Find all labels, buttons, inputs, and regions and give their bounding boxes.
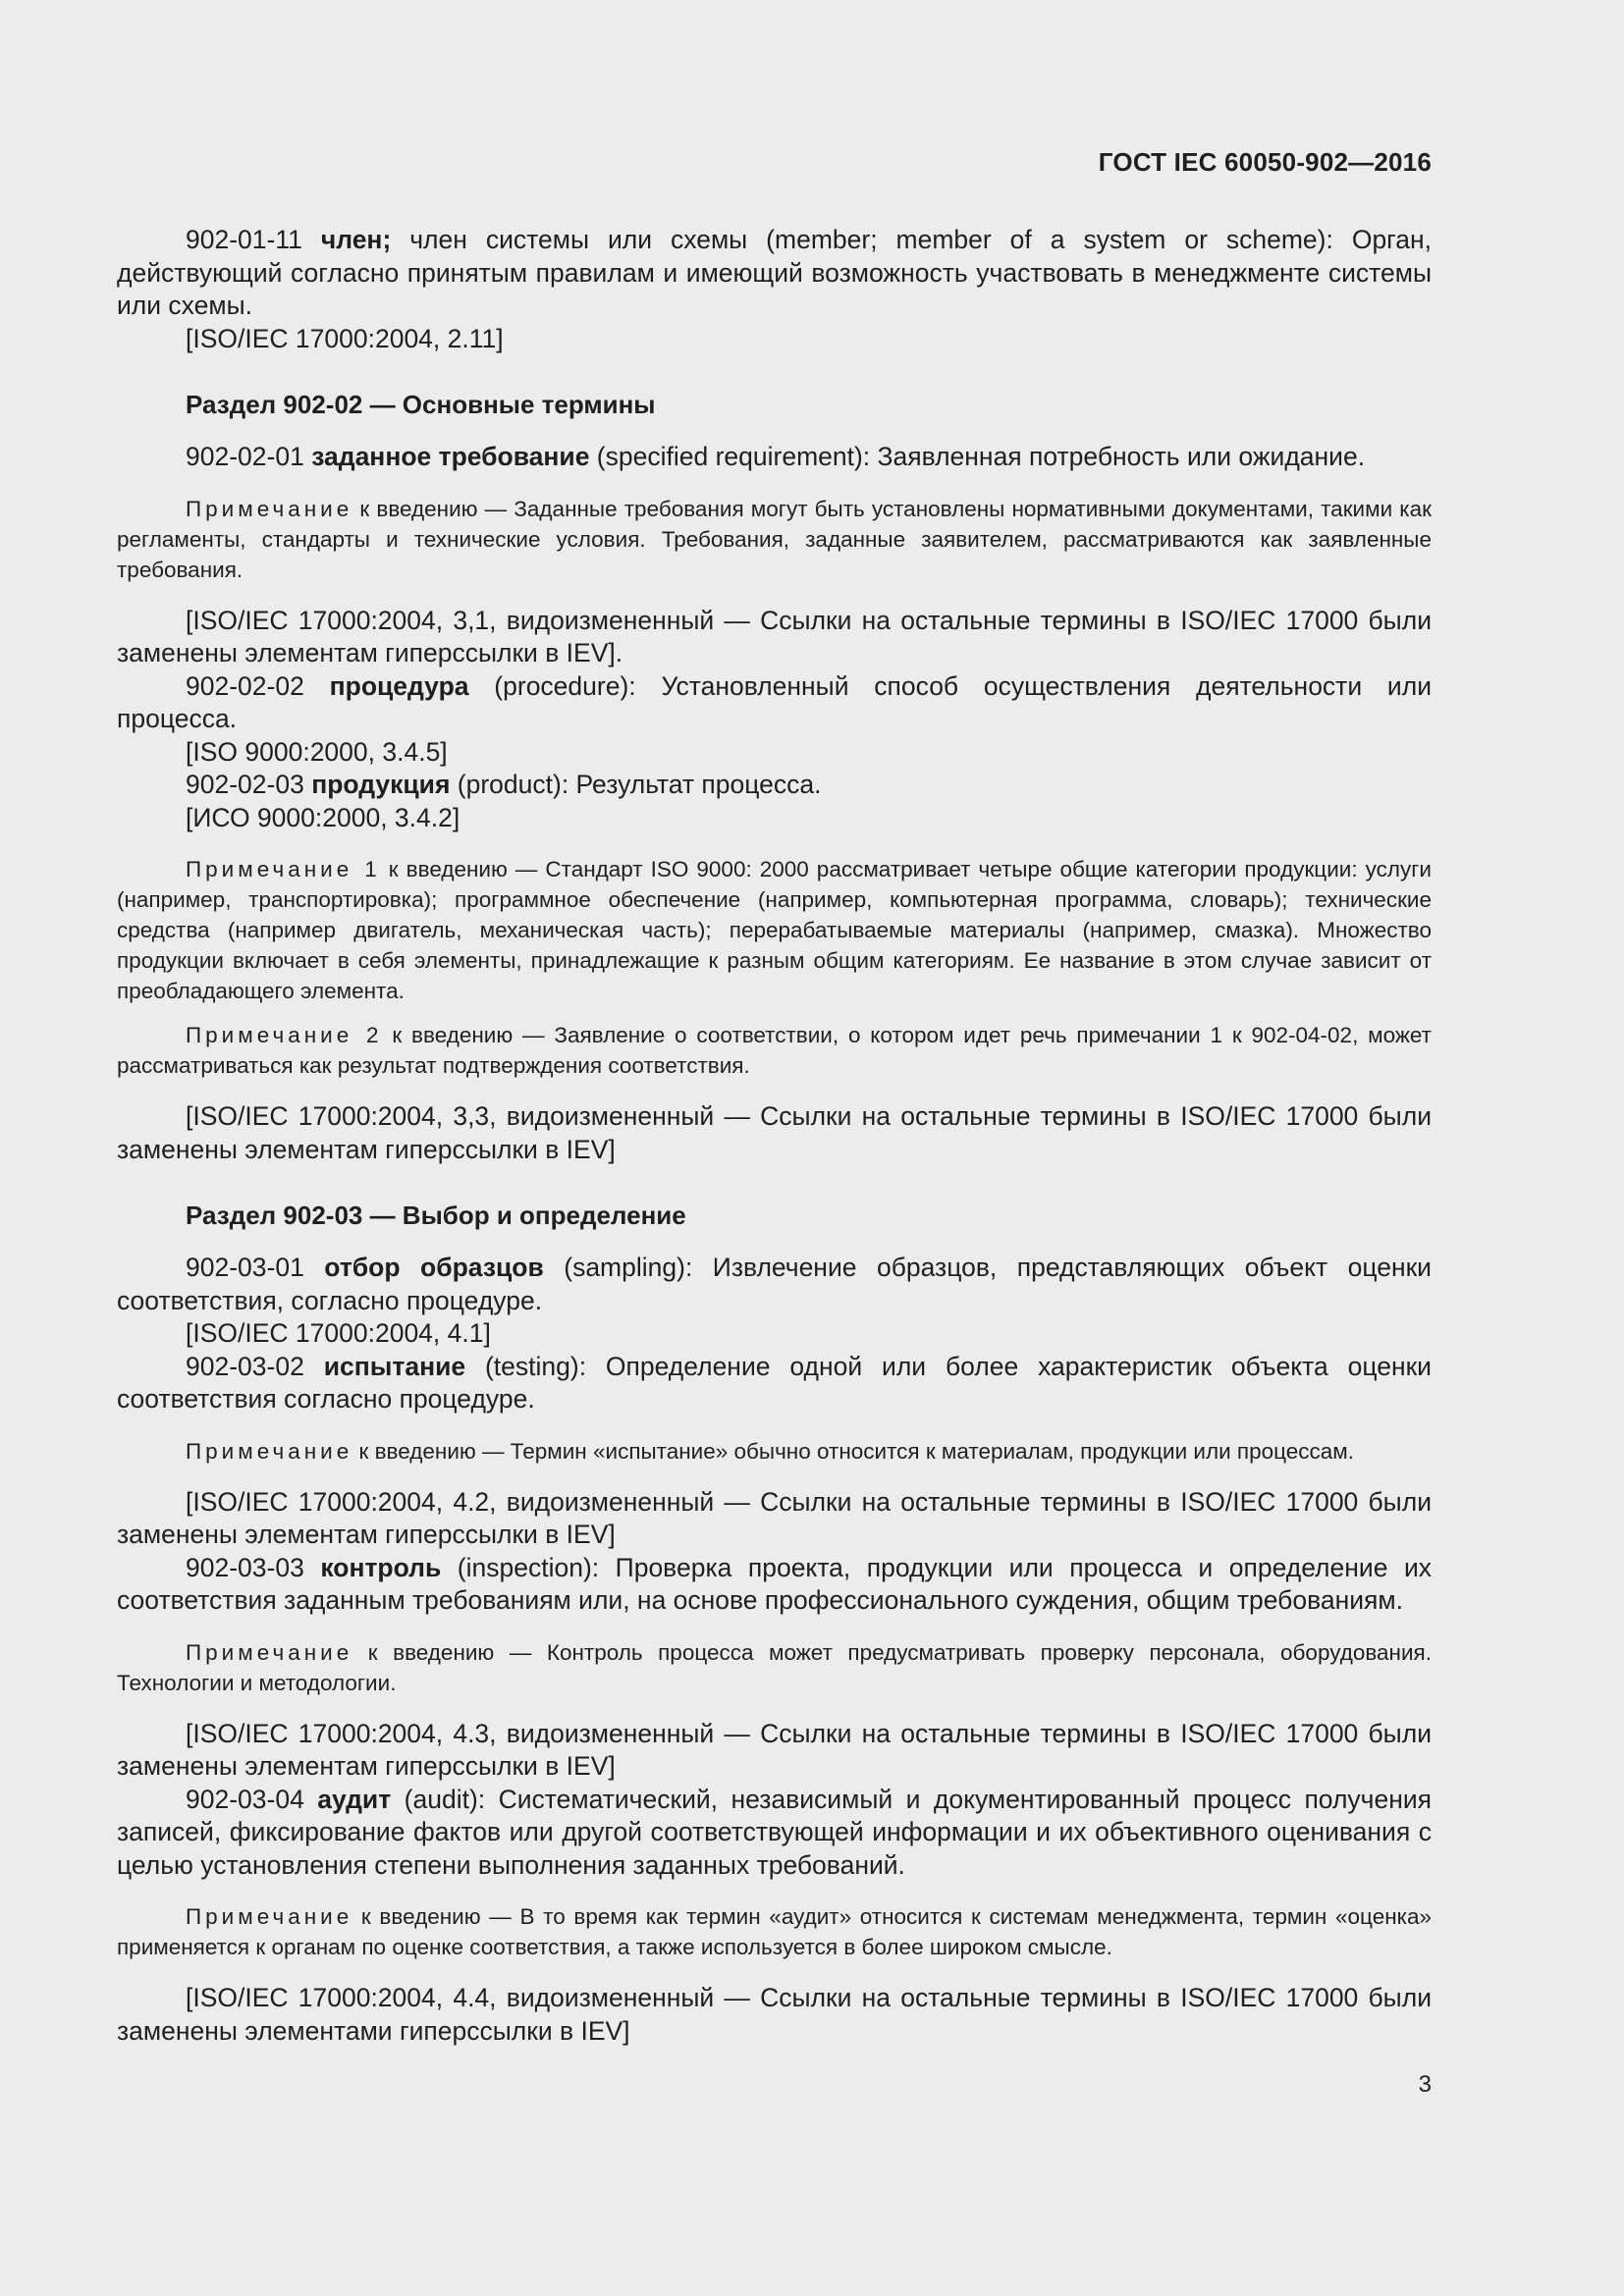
note (117, 854, 1432, 1006)
note (117, 1637, 1432, 1698)
section-heading-902-02: Раздел 902-02 — Основные термины (186, 390, 656, 419)
term-entry-902-02-02 (117, 670, 1432, 736)
document-body (117, 224, 1432, 2048)
note (117, 1020, 1432, 1081)
note-text: к введению — Контроль процесса может предусматривать проверку персонала, оборудования. Технологии и методологии. (117, 1639, 1432, 1695)
note (117, 1436, 1432, 1467)
term-definition: (inspection): Проверка проекта, продукции или процесса и определение их соответствия заданным требованиям или, на основе профессионального суждения, общим требованиям. (117, 1552, 1432, 1615)
term-name: продукция (311, 770, 451, 799)
term-name: отбор образцов (324, 1253, 544, 1282)
term-entry-902-03-04 (117, 1784, 1432, 1883)
note-label: Примечание (186, 1904, 353, 1929)
term-definition: (sampling): Извлечение образцов, представляющих объект оценки соответствия, согласно процедуре. (117, 1253, 1432, 1315)
note-label: Примечание 1 (186, 857, 381, 881)
source-reference: [ISO/IEC 17000:2004, 4.1] (186, 1318, 491, 1348)
standard-code: ГОСТ IEC 60050-902—2016 (1098, 147, 1432, 177)
term-number: 902-03-02 (186, 1351, 324, 1381)
note-label: Примечание (186, 496, 353, 521)
term-number: 902-03-04 (186, 1784, 318, 1814)
term-name: член; (320, 225, 392, 254)
term-name: испытание (323, 1351, 466, 1381)
term-number: 902-03-01 (186, 1253, 325, 1282)
note-text: к введению — Заданные требования могут быть установлены нормативными документами, такими как регламенты, стандарты и технические условия. Требования, заданные заявителем, рассматриваются как заявленные требования. (117, 496, 1432, 582)
term-number: 902-01-11 (186, 225, 321, 254)
section-heading-902-03: Раздел 902-03 — Выбор и определение (186, 1201, 686, 1230)
term-number: 902-03-03 (186, 1552, 321, 1582)
term-definition: (audit): Систематический, независимый и документированный процесс получения записей, фиксирование фактов или другой соответствующей информации и их объективного оценивания с целью установления степени выполнения заданных требований. (117, 1784, 1432, 1880)
source-reference: [ISO/IEC 17000:2004, 2.11] (186, 323, 504, 353)
note-label: Примечание 2 (186, 1023, 383, 1047)
term-number: 902-02-03 (186, 770, 312, 799)
note-label: Примечание (186, 1639, 353, 1665)
term-entry-902-02-01 (117, 441, 1432, 474)
term-name: заданное требование (311, 442, 590, 471)
source-reference: [ISO 9000:2000, 3.4.5] (186, 736, 448, 767)
source-reference: [ISO/IEC 17000:2004, 4.2, видоизмененный — Ссылки на остальные термины в ISO/IEC 17000 были заменены элементам гиперссылки в IEV] (117, 1486, 1432, 1549)
term-entry-902-02-03 (117, 769, 1432, 802)
note-label: Примечание (186, 1438, 353, 1464)
term-number: 902-02-02 (186, 670, 330, 701)
term-entry-902-03-02 (117, 1351, 1432, 1416)
note (117, 1901, 1432, 1962)
term-entry-902-03-03 (117, 1552, 1432, 1618)
note (117, 494, 1432, 585)
page-number: 3 (1418, 2071, 1432, 2098)
term-name: аудит (317, 1784, 392, 1814)
note-text: к введению — Термин «испытание» обычно относится к материалам, продукции или процессам. (352, 1438, 1354, 1464)
term-name: контроль (320, 1552, 442, 1582)
term-number: 902-02-01 (186, 442, 312, 471)
term-entry-902-03-01 (117, 1252, 1432, 1317)
note-text: к введению — Стандарт ISO 9000: 2000 рассматривает четыре общие категории продукции: услуги (например, транспортировка); программное обеспечение (например, компьютерная программа, словарь); технические средства (например двигатель, механическая часть); перерабатываемые материалы (например, смазка). Множество продукции включает в себя элементы, принадлежащие к разным общим категориям. Ее название в этом случае зависит от преобладающего элемента. (117, 857, 1432, 1003)
term-definition: (testing): Определение одной или более характеристик объекта оценки соответствия согласно процедуре. (117, 1351, 1432, 1414)
term-name: процедура (329, 670, 469, 701)
source-reference: [ISO/IEC 17000:2004, 3,1, видоизмененный — Ссылки на остальные термины в ISO/IEC 17000 были заменены элементам гиперссылки в IEV]. (117, 605, 1432, 667)
term-definition: (product): Результат процесса. (450, 770, 822, 799)
source-reference: [ISO/IEC 17000:2004, 3,3, видоизмененный — Ссылки на остальные термины в ISO/IEC 17000 были заменены элементам гиперссылки в IEV] (117, 1101, 1432, 1164)
term-entry-902-01-11 (117, 224, 1432, 323)
term-definition: член системы или схемы (member; member of a system or scheme): Орган, действующий согласно принятым правилам и имеющий возможность участвовать в менеджменте системы или схемы. (117, 225, 1432, 320)
term-definition: (procedure): Установленный способ осуществления деятельности или процесса. (117, 670, 1432, 733)
note-text: к введению — В то время как термин «аудит» относится к системам менеджмента, термин «оценка» применяется к органам по оценке соответствия, а также используется в более широком смысле. (117, 1904, 1432, 1959)
note-text: к введению — Заявление о соответствии, о котором идет речь примечании 1 к 902-04-02, может рассматриваться как результат подтверждения соответствия. (117, 1023, 1432, 1078)
source-reference: [ISO/IEC 17000:2004, 4.4, видоизмененный — Ссылки на остальные термины в ISO/IEC 17000 были заменены элементами гиперссылки в IEV] (117, 1983, 1432, 2046)
source-reference: [ИСО 9000:2000, 3.4.2] (186, 802, 460, 832)
source-reference: [ISO/IEC 17000:2004, 4.3, видоизмененный — Ссылки на остальные термины в ISO/IEC 17000 были заменены элементам гиперссылки в IEV] (117, 1718, 1432, 1781)
term-definition: (specified requirement): Заявленная потребность или ожидание. (589, 442, 1366, 471)
